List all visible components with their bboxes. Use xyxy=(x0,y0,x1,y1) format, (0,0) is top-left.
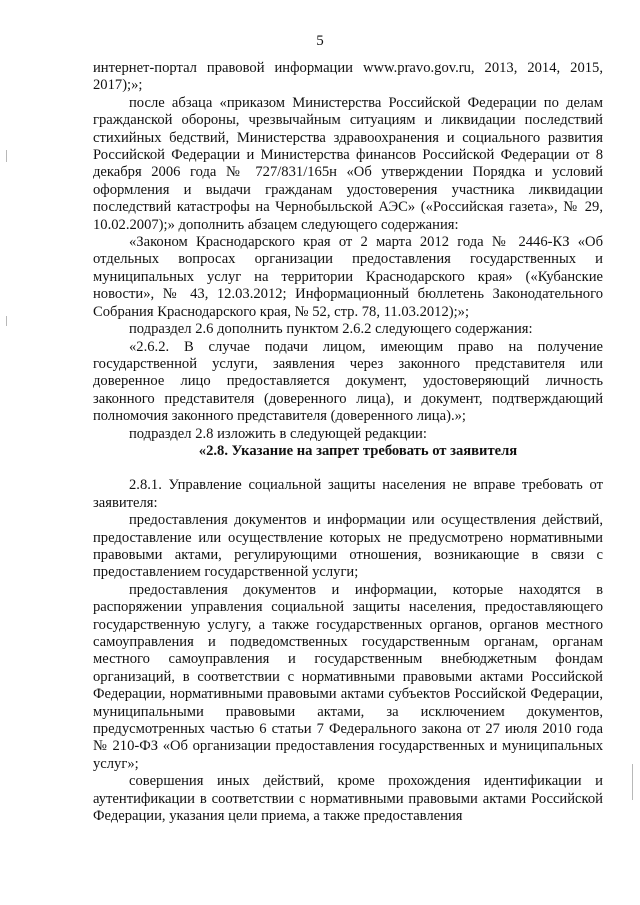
page-number: 5 xyxy=(316,33,324,49)
paragraph-podrazdel-2-6: подраздел 2.6 дополнить пунктом 2.6.2 следующего содержания: xyxy=(129,321,533,338)
paragraph-after-abzats: после абзаца «приказом Министерства Российской Федерации по делам гражданской обороны, чрезвычайным ситуациям и ликвидации последствий стихийных бедствий, Министерства здравоохранения и социального развития Российской Федерации и Министерства финансов Российской Федерации от 8 декабря 2006 года № 727/831/165н «Об утверждении Порядка и условий оформления и выдачи гражданам удостоверения участника ликвидации последствий катастрофы на Чернобыльской АЭС» («Российская газета», № 29, 10.02.2007);» дополнить абзацем следующего содержания: xyxy=(93,94,603,233)
section-spacer xyxy=(93,460,603,477)
paragraph-2-8-1: 2.8.1. Управление социальной защиты населения не вправе требовать от заявителя: xyxy=(93,477,603,511)
document-body xyxy=(93,60,603,825)
margin-mark-right-bottom xyxy=(632,764,633,800)
paragraph-podrazdel-2-8: подраздел 2.8 изложить в следующей редакции: xyxy=(129,425,427,442)
margin-mark-left-middle xyxy=(6,316,7,326)
paragraph-continuation: интернет-портал правовой информации www.pravo.gov.ru, 2013, 2014, 2015, 2017);»; xyxy=(93,60,603,94)
paragraph-zakon-krasnodarskogo-kraya: «Законом Краснодарского края от 2 марта 2012 года № 2446-КЗ «Об отдельных вопросах организации предоставления государственных и муниципальных услуг на территории Краснодарского края» («Кубанские новости», № 43, 12.03.2012; Информационный бюллетень Законодательного Собрания Краснодарского края, № 52, стр. 78, 11.03.2012);»; xyxy=(93,234,603,320)
paragraph-list-item-3: совершения иных действий, кроме прохождения идентификации и аутентификации в соответствии с нормативными правовыми актами Российской Федерации, указания цели приема, а также предоставления xyxy=(93,773,603,825)
paragraph-list-item-1: предоставления документов и информации или осуществления действий, предоставление или осуществление которых не предусмотрено нормативными правовыми актами, регулирующими отношения, возникающие в связи с предоставлением государственной услуги; xyxy=(93,512,603,581)
paragraph-list-item-2: предоставления документов и информации, которые находятся в распоряжении управления социальной защиты населения, предоставляющего государственную услугу, а также государственных органов, органов местного самоуправления и подведомственных государственным органам, органам местного самоуправления и государственным внебюджетным фондам организаций, в соответствии с нормативными правовыми актами Российской Федерации, нормативными правовыми актами субъектов Российской Федерации, муниципальными правовыми актами, за исключением документов, предусмотренных частью 6 статьи 7 Федерального закона от 27 июля 2010 года № 210-ФЗ «Об организации предоставления государственных и муниципальных услуг»; xyxy=(93,581,603,772)
paragraph-punkt-2-6-2: «2.6.2. В случае подачи лицом, имеющим право на получение государственной услуги, заявления через законного представителя или доверенное лицо предоставляется документ, удостоверяющий личность законного представителя (доверенного лица), и документ, подтверждающий полномочия законного представителя (доверенного лица).»; xyxy=(93,338,603,425)
section-heading: «2.8. Указание на запрет требовать от заявителя xyxy=(198,442,518,459)
margin-mark-left-top xyxy=(6,150,7,162)
